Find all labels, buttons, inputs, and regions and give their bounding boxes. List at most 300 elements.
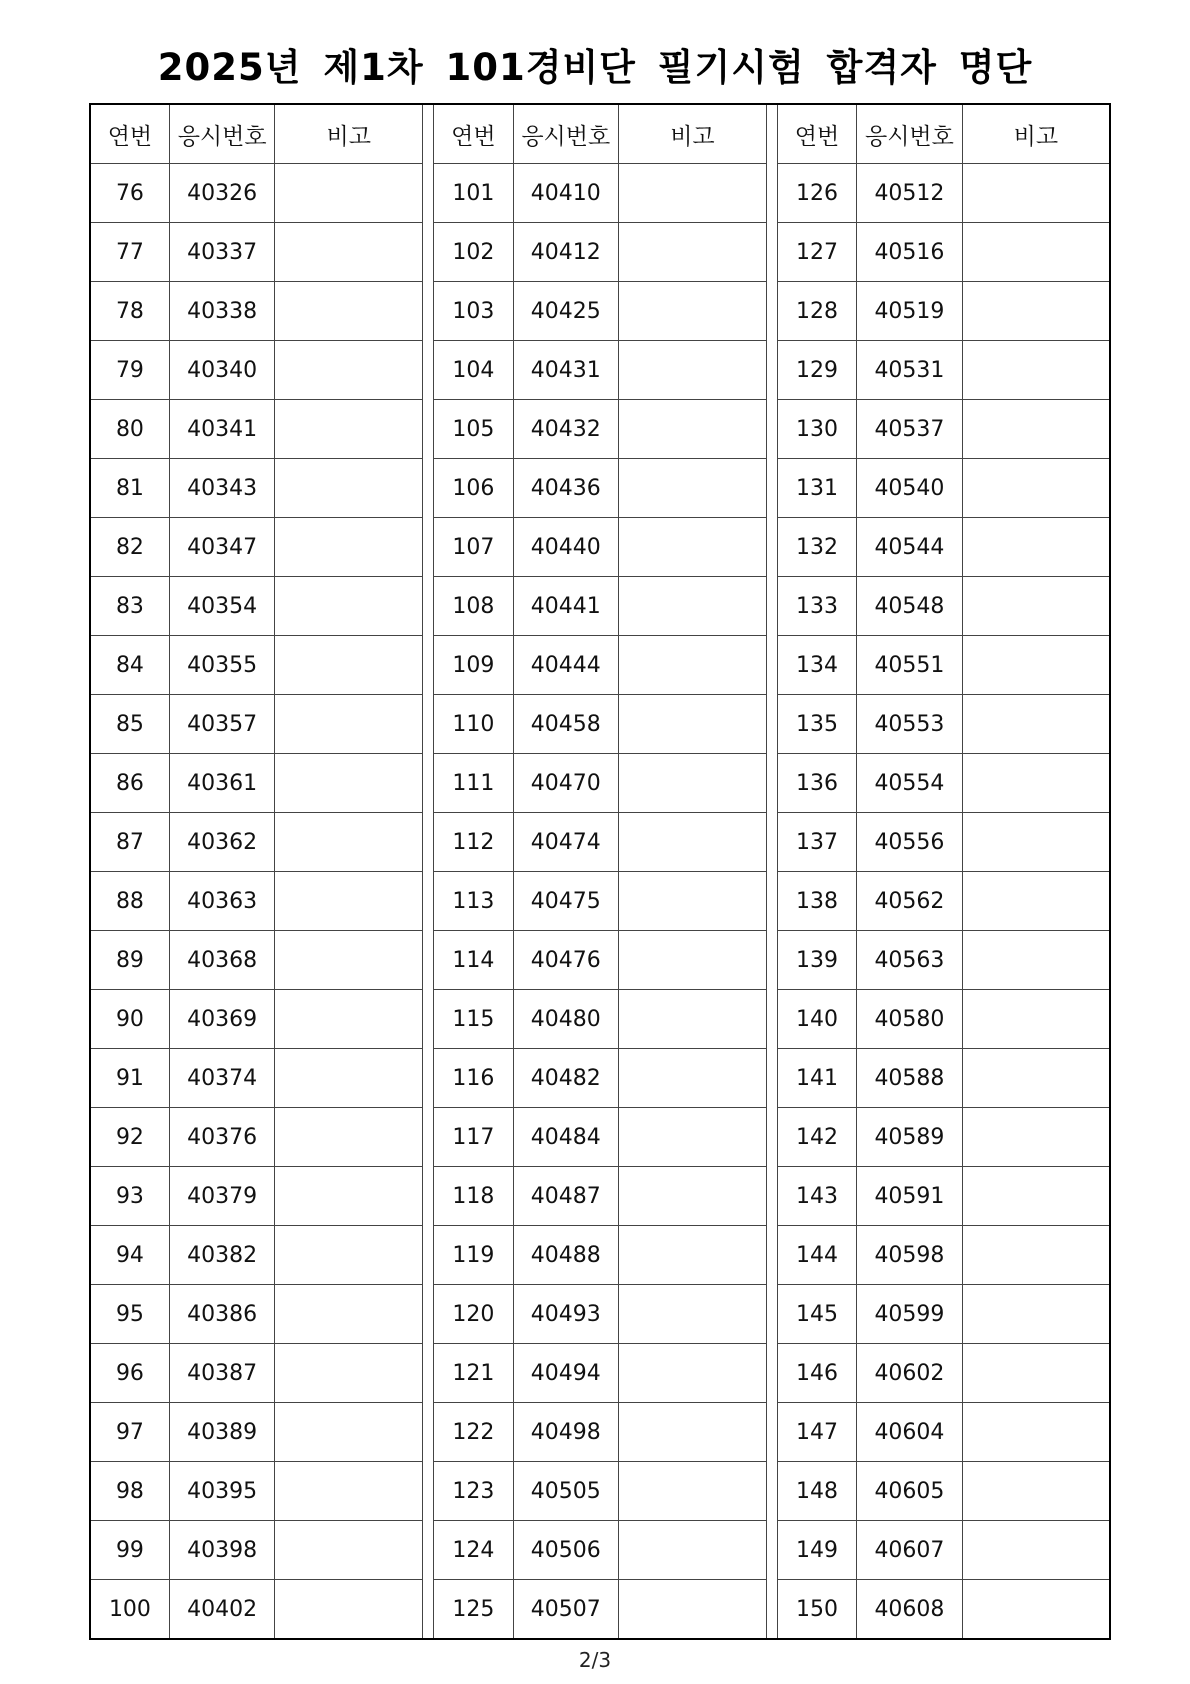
column-divider: [423, 1462, 434, 1521]
table-row: [90, 754, 1110, 813]
seq-cell: 94: [90, 1226, 169, 1285]
column-divider: [766, 813, 777, 872]
table-row: [90, 1108, 1110, 1167]
exam-no-cell: 40440: [513, 518, 619, 577]
seq-cell: 144: [777, 1226, 856, 1285]
note-cell: [619, 164, 767, 223]
column-divider: [423, 1167, 434, 1226]
note-cell: [962, 636, 1110, 695]
note-cell: [962, 164, 1110, 223]
column-divider: [766, 164, 777, 223]
exam-no-cell: 40588: [857, 1049, 963, 1108]
table-row: [90, 872, 1110, 931]
note-cell: [962, 1167, 1110, 1226]
exam-no-cell: 40544: [857, 518, 963, 577]
table-header: [90, 104, 1110, 164]
seq-cell: 103: [434, 282, 513, 341]
table-row: [90, 1049, 1110, 1108]
seq-cell: 134: [777, 636, 856, 695]
column-divider: [423, 400, 434, 459]
note-cell: [275, 1462, 423, 1521]
note-cell: [962, 518, 1110, 577]
note-cell: [962, 931, 1110, 990]
exam-no-cell: 40599: [857, 1285, 963, 1344]
seq-cell: 106: [434, 459, 513, 518]
seq-cell: 120: [434, 1285, 513, 1344]
table-row: [90, 282, 1110, 341]
exam-no-cell: 40475: [513, 872, 619, 931]
column-divider: [423, 872, 434, 931]
column-divider: [766, 636, 777, 695]
exam-no-cell: 40516: [857, 223, 963, 282]
note-cell: [962, 813, 1110, 872]
note-cell: [275, 1108, 423, 1167]
seq-cell: 127: [777, 223, 856, 282]
seq-cell: 130: [777, 400, 856, 459]
exam-no-cell: 40591: [857, 1167, 963, 1226]
exam-no-cell: 40604: [857, 1403, 963, 1462]
seq-cell: 139: [777, 931, 856, 990]
column-divider: [766, 1167, 777, 1226]
seq-cell: 116: [434, 1049, 513, 1108]
note-cell: [619, 636, 767, 695]
exam-no-cell: 40484: [513, 1108, 619, 1167]
note-cell: [619, 1403, 767, 1462]
seq-cell: 84: [90, 636, 169, 695]
seq-cell: 112: [434, 813, 513, 872]
column-divider: [423, 577, 434, 636]
column-divider: [423, 1403, 434, 1462]
exam-no-cell: 40361: [169, 754, 275, 813]
note-cell: [619, 577, 767, 636]
column-divider: [766, 577, 777, 636]
table-row: [90, 577, 1110, 636]
exam-no-cell: 40338: [169, 282, 275, 341]
seq-cell: 113: [434, 872, 513, 931]
note-cell: [962, 1580, 1110, 1640]
exam-no-cell: 40493: [513, 1285, 619, 1344]
column-divider: [766, 754, 777, 813]
note-cell: [619, 1580, 767, 1640]
exam-no-cell: 40476: [513, 931, 619, 990]
column-divider: [423, 223, 434, 282]
seq-cell: 117: [434, 1108, 513, 1167]
note-cell: [619, 1521, 767, 1580]
seq-cell: 81: [90, 459, 169, 518]
seq-cell: 89: [90, 931, 169, 990]
exam-no-cell: 40470: [513, 754, 619, 813]
seq-cell: 79: [90, 341, 169, 400]
header-exam-no: 응시번호: [513, 104, 619, 164]
column-divider: [766, 1285, 777, 1344]
exam-no-cell: 40554: [857, 754, 963, 813]
exam-no-cell: 40488: [513, 1226, 619, 1285]
seq-cell: 76: [90, 164, 169, 223]
note-cell: [619, 931, 767, 990]
exam-no-cell: 40441: [513, 577, 619, 636]
note-cell: [962, 990, 1110, 1049]
note-cell: [619, 1049, 767, 1108]
header-seq: 연번: [90, 104, 169, 164]
table-row: [90, 1403, 1110, 1462]
note-cell: [619, 1167, 767, 1226]
column-divider: [766, 282, 777, 341]
column-divider: [766, 518, 777, 577]
note-cell: [962, 1344, 1110, 1403]
seq-cell: 87: [90, 813, 169, 872]
seq-cell: 99: [90, 1521, 169, 1580]
seq-cell: 138: [777, 872, 856, 931]
seq-cell: 107: [434, 518, 513, 577]
seq-cell: 129: [777, 341, 856, 400]
exam-no-cell: 40355: [169, 636, 275, 695]
note-cell: [619, 813, 767, 872]
exam-no-cell: 40412: [513, 223, 619, 282]
table-row: [90, 1344, 1110, 1403]
exam-no-cell: 40607: [857, 1521, 963, 1580]
seq-cell: 126: [777, 164, 856, 223]
exam-no-cell: 40368: [169, 931, 275, 990]
exam-no-cell: 40505: [513, 1462, 619, 1521]
exam-no-cell: 40376: [169, 1108, 275, 1167]
column-divider: [766, 990, 777, 1049]
exam-no-cell: 40563: [857, 931, 963, 990]
note-cell: [275, 1403, 423, 1462]
exam-no-cell: 40602: [857, 1344, 963, 1403]
table-row: [90, 1580, 1110, 1640]
exam-no-cell: 40386: [169, 1285, 275, 1344]
column-divider: [423, 636, 434, 695]
exam-no-cell: 40605: [857, 1462, 963, 1521]
exam-no-cell: 40608: [857, 1580, 963, 1640]
note-cell: [619, 990, 767, 1049]
seq-cell: 142: [777, 1108, 856, 1167]
seq-cell: 97: [90, 1403, 169, 1462]
note-cell: [962, 1049, 1110, 1108]
seq-cell: 118: [434, 1167, 513, 1226]
note-cell: [275, 1580, 423, 1640]
note-cell: [275, 1049, 423, 1108]
seq-cell: 149: [777, 1521, 856, 1580]
note-cell: [962, 872, 1110, 931]
seq-cell: 105: [434, 400, 513, 459]
column-divider: [423, 1521, 434, 1580]
seq-cell: 95: [90, 1285, 169, 1344]
note-cell: [619, 754, 767, 813]
seq-cell: 101: [434, 164, 513, 223]
seq-cell: 77: [90, 223, 169, 282]
column-divider: [766, 104, 777, 164]
table-row: [90, 518, 1110, 577]
column-divider: [423, 518, 434, 577]
seq-cell: 115: [434, 990, 513, 1049]
note-cell: [962, 1521, 1110, 1580]
seq-cell: 90: [90, 990, 169, 1049]
note-cell: [962, 754, 1110, 813]
exam-no-cell: 40444: [513, 636, 619, 695]
column-divider: [423, 754, 434, 813]
note-cell: [275, 813, 423, 872]
table-row: [90, 813, 1110, 872]
note-cell: [619, 459, 767, 518]
seq-cell: 100: [90, 1580, 169, 1640]
seq-cell: 96: [90, 1344, 169, 1403]
note-cell: [962, 400, 1110, 459]
header-seq: 연번: [777, 104, 856, 164]
seq-cell: 140: [777, 990, 856, 1049]
column-divider: [766, 1580, 777, 1640]
table-row: [90, 1285, 1110, 1344]
header-exam-no: 응시번호: [169, 104, 275, 164]
seq-cell: 80: [90, 400, 169, 459]
header-seq: 연번: [434, 104, 513, 164]
table-row: [90, 695, 1110, 754]
exam-no-cell: 40598: [857, 1226, 963, 1285]
column-divider: [766, 1226, 777, 1285]
exam-no-cell: 40357: [169, 695, 275, 754]
table-row: [90, 459, 1110, 518]
note-cell: [962, 1462, 1110, 1521]
roster-table: [89, 103, 1111, 1640]
note-cell: [962, 1226, 1110, 1285]
seq-cell: 88: [90, 872, 169, 931]
note-cell: [962, 1403, 1110, 1462]
column-divider: [423, 1226, 434, 1285]
note-cell: [275, 223, 423, 282]
note-cell: [619, 223, 767, 282]
exam-no-cell: 40589: [857, 1108, 963, 1167]
table-row: [90, 990, 1110, 1049]
exam-no-cell: 40398: [169, 1521, 275, 1580]
table-body: [90, 164, 1110, 1640]
seq-cell: 135: [777, 695, 856, 754]
header-note: 비고: [962, 104, 1110, 164]
exam-no-cell: 40436: [513, 459, 619, 518]
exam-no-cell: 40379: [169, 1167, 275, 1226]
column-divider: [423, 1344, 434, 1403]
exam-no-cell: 40341: [169, 400, 275, 459]
table-row: [90, 341, 1110, 400]
exam-no-cell: 40482: [513, 1049, 619, 1108]
seq-cell: 150: [777, 1580, 856, 1640]
note-cell: [619, 1108, 767, 1167]
note-cell: [962, 223, 1110, 282]
note-cell: [619, 400, 767, 459]
note-cell: [619, 1285, 767, 1344]
column-divider: [766, 931, 777, 990]
seq-cell: 137: [777, 813, 856, 872]
seq-cell: 85: [90, 695, 169, 754]
note-cell: [275, 1521, 423, 1580]
seq-cell: 132: [777, 518, 856, 577]
seq-cell: 143: [777, 1167, 856, 1226]
seq-cell: 83: [90, 577, 169, 636]
note-cell: [962, 282, 1110, 341]
seq-cell: 111: [434, 754, 513, 813]
exam-no-cell: 40458: [513, 695, 619, 754]
column-divider: [423, 341, 434, 400]
exam-no-cell: 40369: [169, 990, 275, 1049]
exam-no-cell: 40347: [169, 518, 275, 577]
seq-cell: 108: [434, 577, 513, 636]
exam-no-cell: 40337: [169, 223, 275, 282]
column-divider: [766, 872, 777, 931]
note-cell: [275, 1226, 423, 1285]
seq-cell: 104: [434, 341, 513, 400]
seq-cell: 98: [90, 1462, 169, 1521]
column-divider: [423, 1049, 434, 1108]
exam-no-cell: 40326: [169, 164, 275, 223]
exam-no-cell: 40480: [513, 990, 619, 1049]
table-row: [90, 1167, 1110, 1226]
column-divider: [423, 164, 434, 223]
exam-no-cell: 40410: [513, 164, 619, 223]
exam-no-cell: 40432: [513, 400, 619, 459]
column-divider: [423, 104, 434, 164]
exam-no-cell: 40425: [513, 282, 619, 341]
exam-no-cell: 40395: [169, 1462, 275, 1521]
note-cell: [275, 1285, 423, 1344]
column-divider: [423, 813, 434, 872]
note-cell: [275, 1167, 423, 1226]
exam-no-cell: 40474: [513, 813, 619, 872]
exam-no-cell: 40553: [857, 695, 963, 754]
note-cell: [619, 1462, 767, 1521]
column-divider: [766, 1344, 777, 1403]
column-divider: [766, 1521, 777, 1580]
table-row: [90, 931, 1110, 990]
column-divider: [423, 990, 434, 1049]
seq-cell: 122: [434, 1403, 513, 1462]
seq-cell: 128: [777, 282, 856, 341]
note-cell: [962, 577, 1110, 636]
table-row: [90, 636, 1110, 695]
page-number: 2/3: [578, 1648, 612, 1672]
exam-no-cell: 40506: [513, 1521, 619, 1580]
seq-cell: 136: [777, 754, 856, 813]
exam-no-cell: 40382: [169, 1226, 275, 1285]
exam-no-cell: 40548: [857, 577, 963, 636]
column-divider: [423, 1108, 434, 1167]
seq-cell: 92: [90, 1108, 169, 1167]
seq-cell: 102: [434, 223, 513, 282]
column-divider: [766, 1108, 777, 1167]
exam-no-cell: 40402: [169, 1580, 275, 1640]
seq-cell: 86: [90, 754, 169, 813]
seq-cell: 125: [434, 1580, 513, 1640]
seq-cell: 78: [90, 282, 169, 341]
exam-no-cell: 40551: [857, 636, 963, 695]
exam-no-cell: 40494: [513, 1344, 619, 1403]
column-divider: [766, 695, 777, 754]
column-divider: [766, 1462, 777, 1521]
page-title: 2025년 제1차 101경비단 필기시험 합격자 명단: [157, 46, 1033, 89]
note-cell: [275, 1344, 423, 1403]
seq-cell: 141: [777, 1049, 856, 1108]
seq-cell: 133: [777, 577, 856, 636]
exam-no-cell: 40537: [857, 400, 963, 459]
seq-cell: 121: [434, 1344, 513, 1403]
seq-cell: 93: [90, 1167, 169, 1226]
table-row: [90, 400, 1110, 459]
header-note: 비고: [275, 104, 423, 164]
note-cell: [275, 400, 423, 459]
note-cell: [619, 341, 767, 400]
note-cell: [275, 341, 423, 400]
seq-cell: 124: [434, 1521, 513, 1580]
exam-no-cell: 40362: [169, 813, 275, 872]
seq-cell: 148: [777, 1462, 856, 1521]
seq-cell: 110: [434, 695, 513, 754]
exam-no-cell: 40389: [169, 1403, 275, 1462]
column-divider: [766, 459, 777, 518]
note-cell: [275, 695, 423, 754]
column-divider: [766, 341, 777, 400]
column-divider: [766, 400, 777, 459]
seq-cell: 131: [777, 459, 856, 518]
table-row: [90, 164, 1110, 223]
exam-no-cell: 40556: [857, 813, 963, 872]
note-cell: [275, 990, 423, 1049]
table-row: [90, 1226, 1110, 1285]
note-cell: [962, 341, 1110, 400]
note-cell: [275, 636, 423, 695]
note-cell: [619, 282, 767, 341]
column-divider: [423, 282, 434, 341]
exam-no-cell: 40431: [513, 341, 619, 400]
exam-no-cell: 40519: [857, 282, 963, 341]
note-cell: [275, 931, 423, 990]
note-cell: [275, 459, 423, 518]
table-row: [90, 1462, 1110, 1521]
column-divider: [766, 1049, 777, 1108]
exam-no-cell: 40363: [169, 872, 275, 931]
exam-no-cell: 40580: [857, 990, 963, 1049]
table-row: [90, 223, 1110, 282]
note-cell: [962, 1108, 1110, 1167]
note-cell: [619, 1226, 767, 1285]
exam-no-cell: 40531: [857, 341, 963, 400]
exam-no-cell: 40374: [169, 1049, 275, 1108]
header-note: 비고: [619, 104, 767, 164]
exam-no-cell: 40387: [169, 1344, 275, 1403]
note-cell: [275, 164, 423, 223]
note-cell: [275, 577, 423, 636]
header-exam-no: 응시번호: [857, 104, 963, 164]
header-row: [90, 104, 1110, 164]
exam-no-cell: 40507: [513, 1580, 619, 1640]
exam-no-cell: 40512: [857, 164, 963, 223]
note-cell: [275, 872, 423, 931]
note-cell: [962, 459, 1110, 518]
note-cell: [619, 695, 767, 754]
note-cell: [962, 695, 1110, 754]
exam-no-cell: 40487: [513, 1167, 619, 1226]
seq-cell: 123: [434, 1462, 513, 1521]
seq-cell: 146: [777, 1344, 856, 1403]
column-divider: [766, 223, 777, 282]
note-cell: [275, 518, 423, 577]
exam-no-cell: 40540: [857, 459, 963, 518]
note-cell: [275, 754, 423, 813]
exam-no-cell: 40343: [169, 459, 275, 518]
column-divider: [423, 1285, 434, 1344]
exam-no-cell: 40354: [169, 577, 275, 636]
exam-no-cell: 40498: [513, 1403, 619, 1462]
exam-no-cell: 40562: [857, 872, 963, 931]
seq-cell: 91: [90, 1049, 169, 1108]
column-divider: [766, 1403, 777, 1462]
